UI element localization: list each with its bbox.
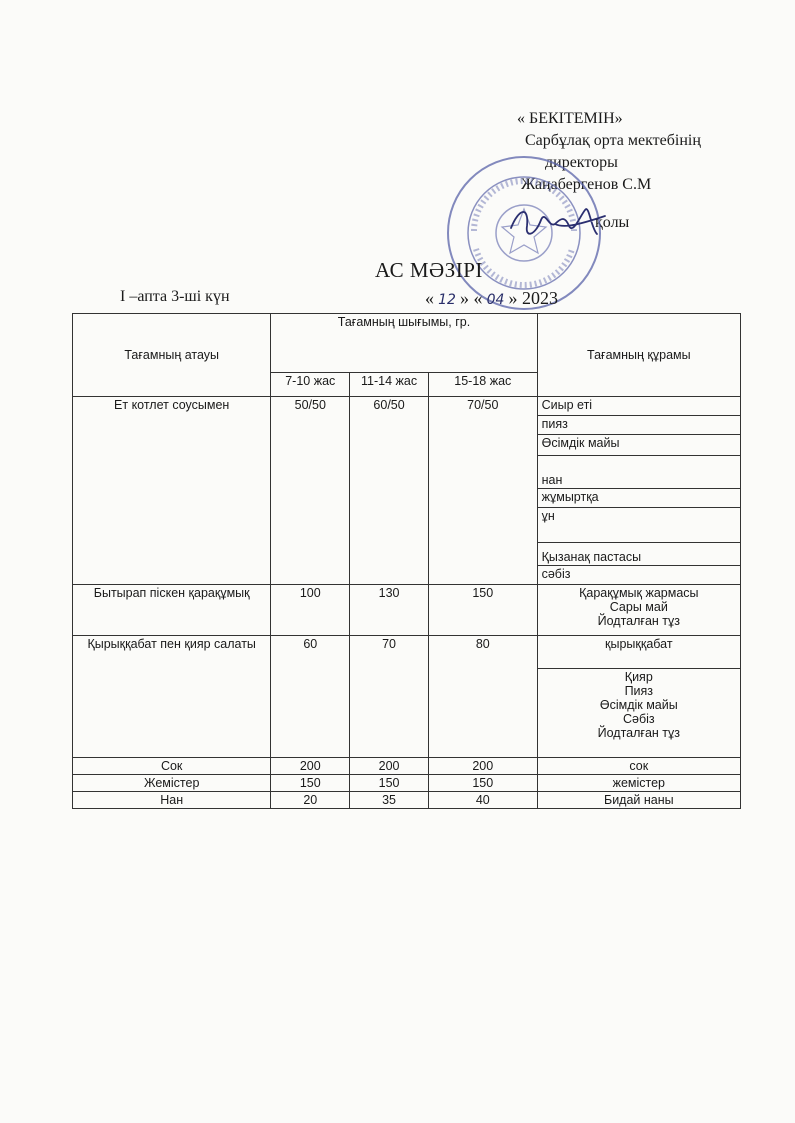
header-composition: Тағамның құрамы [537, 314, 740, 397]
header-row [73, 314, 741, 373]
ingredient-list [537, 669, 740, 758]
director-signature [505, 198, 615, 248]
ingredient: Қызанақ пастасы [537, 543, 740, 566]
yield-11-14: 60/50 [350, 397, 429, 585]
header-age-7-10: 7-10 жас [271, 372, 350, 396]
ingredient: Қияр [624, 670, 653, 684]
ingredient: Өсімдік майы [599, 698, 678, 712]
table-row [73, 636, 741, 669]
ingredient: сәбіз [537, 566, 740, 585]
ingredient: қырыққабат [537, 636, 740, 669]
ingredient: Йодталған тұз [597, 726, 680, 740]
date-year: 2023 [522, 288, 558, 308]
dish-name: Жемістер [73, 775, 271, 792]
dish-name: Сок [73, 758, 271, 775]
approval-line-4: Жаңабергенов С.М [521, 176, 652, 193]
ingredient: Бидай наны [537, 792, 740, 809]
yield-7-10: 150 [271, 775, 350, 792]
header-yield: Тағамның шығымы, гр. [271, 314, 537, 373]
menu-date: « 12 » « 04 » 2023 [425, 288, 558, 308]
yield-15-18: 70/50 [428, 397, 537, 585]
ingredient: ұн [537, 508, 740, 543]
yield-15-18: 150 [428, 775, 537, 792]
table-row [73, 792, 741, 809]
dish-name: Қырыққабат пен қияр салаты [73, 636, 271, 758]
ingredient: Йодталған тұз [597, 614, 680, 628]
approval-line-1: « БЕКІТЕМІН» [517, 110, 623, 127]
table-row [73, 397, 741, 416]
ingredient: Сары май [609, 600, 668, 614]
ingredient: Қарақұмық жармасы [579, 586, 699, 600]
date-day: 12 [438, 292, 456, 308]
yield-11-14: 70 [350, 636, 429, 758]
header-age-11-14: 11-14 жас [350, 372, 429, 396]
yield-15-18: 40 [428, 792, 537, 809]
yield-11-14: 130 [350, 585, 429, 636]
yield-7-10: 20 [271, 792, 350, 809]
dish-name: Нан [73, 792, 271, 809]
yield-15-18: 200 [428, 758, 537, 775]
approval-line-3: директоры [545, 154, 618, 171]
ingredient: Сәбіз [622, 712, 655, 726]
dish-name: Бытырап піскен қарақұмық [73, 585, 271, 636]
yield-7-10: 200 [271, 758, 350, 775]
ingredient: Сиыр еті [537, 397, 740, 416]
ingredient: Пияз [624, 684, 654, 698]
yield-11-14: 150 [350, 775, 429, 792]
week-day-label: I –апта 3-ші күн [120, 288, 230, 305]
ingredient: жемістер [537, 775, 740, 792]
ingredient-list [537, 585, 740, 636]
ingredient: Өсімдік майы [537, 435, 740, 456]
header-age-15-18: 15-18 жас [428, 372, 537, 396]
ingredient: нан [537, 456, 740, 489]
header-dish-name: Тағамның атауы [73, 314, 271, 397]
yield-11-14: 35 [350, 792, 429, 809]
ingredient: сок [537, 758, 740, 775]
yield-7-10: 60 [271, 636, 350, 758]
approval-line-5: қолы [595, 214, 630, 231]
yield-7-10: 50/50 [271, 397, 350, 585]
date-month: 04 [486, 292, 505, 308]
table-row [73, 775, 741, 792]
menu-table [72, 313, 741, 809]
table-row [73, 585, 741, 636]
ingredient: жұмыртқа [537, 489, 740, 508]
dish-name: Ет котлет соусымен [73, 397, 271, 585]
approval-line-2: Сарбұлақ орта мектебінің [525, 132, 701, 149]
yield-15-18: 150 [428, 585, 537, 636]
ingredient: пияз [537, 416, 740, 435]
page-title: АС МӘЗІРІ [375, 258, 483, 282]
yield-7-10: 100 [271, 585, 350, 636]
yield-15-18: 80 [428, 636, 537, 758]
yield-11-14: 200 [350, 758, 429, 775]
table-row [73, 758, 741, 775]
